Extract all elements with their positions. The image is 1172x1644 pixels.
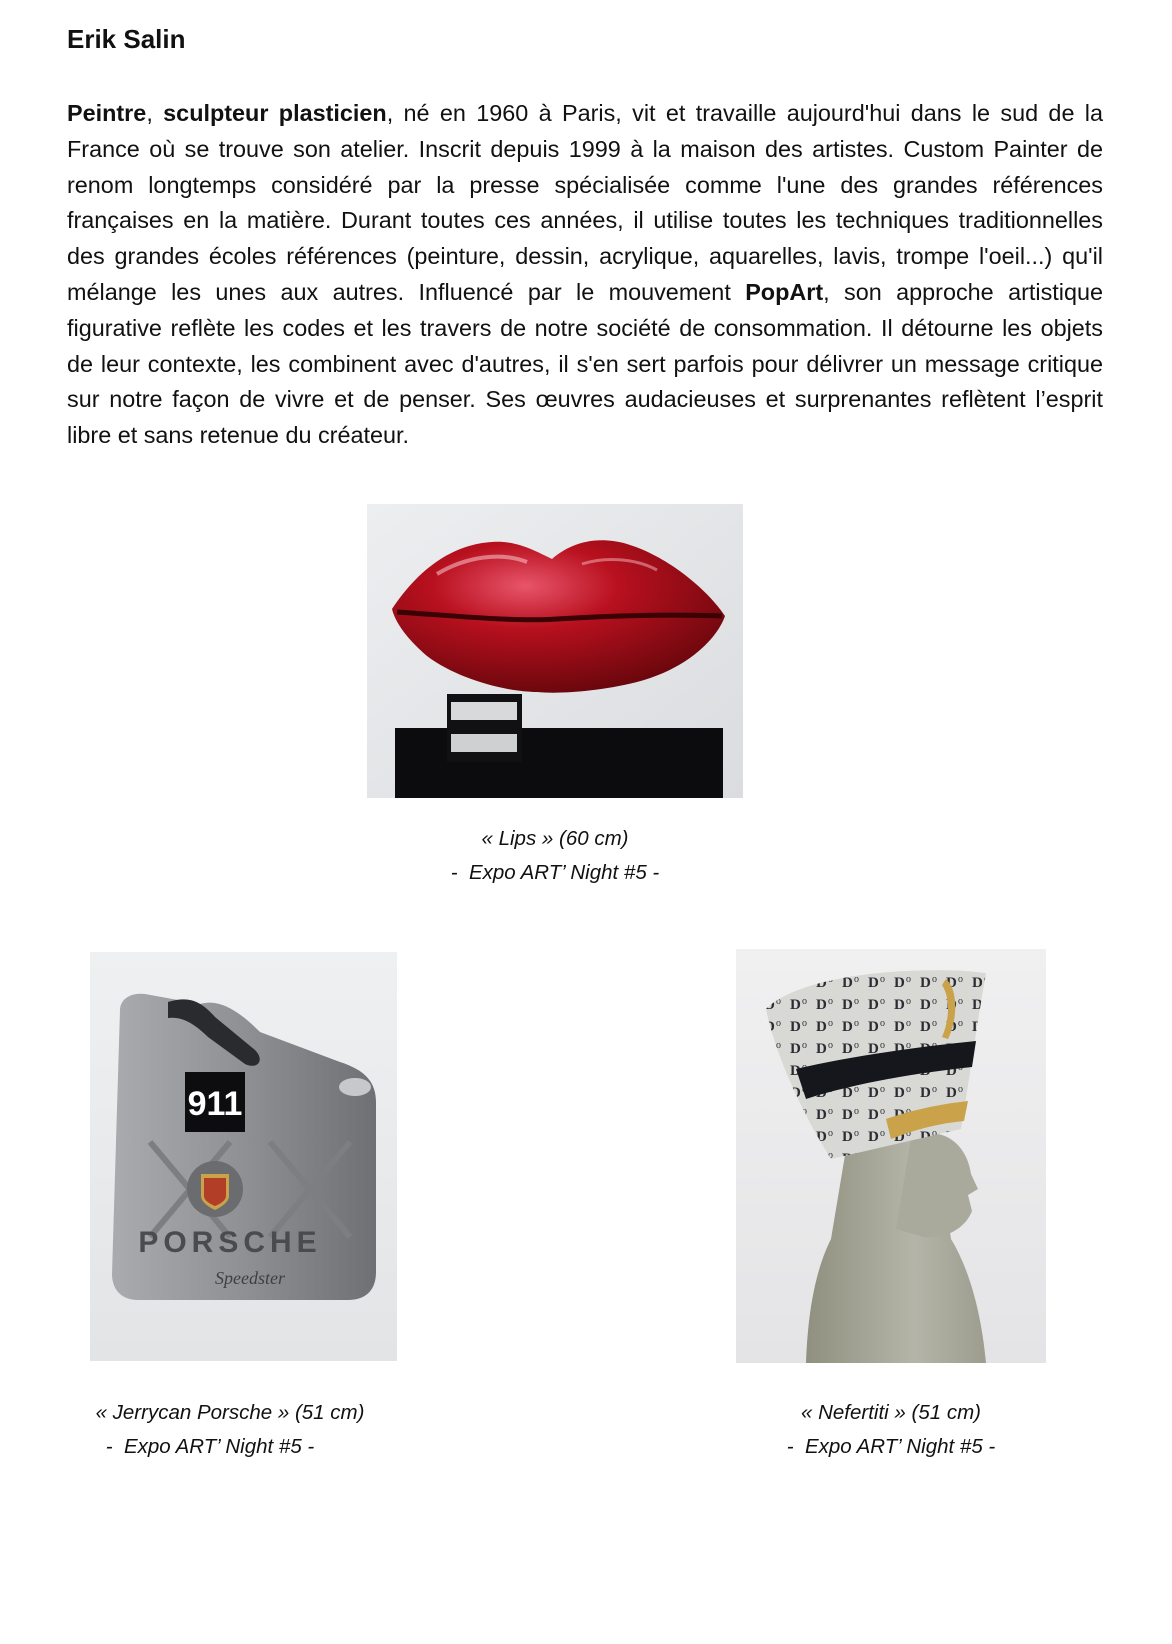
nefertiti-bust-image [736, 949, 1046, 1363]
lips-caption-expo: - Expo ART’ Night #5 - [450, 861, 660, 884]
bio-bold-sculpteur: sculpteur plasticien [163, 100, 387, 126]
bio-separator: , [146, 100, 164, 126]
bio-text-part2: , son approche artistique figurative reflète les codes et les travers de notre société de consommation. Il détourne les objets de leur contexte, les combinent avec d'autres, il s'en sert parfois pour délivrer un message critique sur notre façon de vivre et de penser. Ses œuvres audacieuses et surprenantes reflètent l’esprit libre et sans retenue du créateur. [67, 278, 1103, 449]
jerrycan-script-text: Speedster [215, 1268, 285, 1288]
lips-caption-title: « Lips » (60 cm) [481, 827, 629, 850]
jerrycan-number-plate: 911 [187, 1085, 243, 1123]
bio-bold-peintre: Peintre [67, 100, 147, 126]
artist-biography [67, 96, 1103, 454]
jerrycan-brand-text: PORSCHE [138, 1226, 322, 1259]
jerrycan-caption-title: « Jerrycan Porsche » (51 cm) [95, 1401, 365, 1424]
jerrycan-caption-expo: - Expo ART’ Night #5 - [105, 1435, 315, 1458]
bio-text-part1: , né en 1960 à Paris, vit et travaille aujourd'hui dans le sud de la France où se trouve son atelier. Inscrit depuis 1999 à la maison des artistes. Custom Painter de renom longtemps considéré par la presse spécialisée comme l'une des grandes références françaises en la matière. Durant toutes ces années, il utilise toutes les techniques traditionnelles des grandes écoles références (peinture, dessin, acrylique, aquarelles, lavis, trompe l'oeil...) qu'il mélange les unes aux autres. Influencé par le mouvement [67, 100, 1104, 305]
nefertiti-caption-title: « Nefertiti » (51 cm) [801, 1401, 981, 1424]
lips-sculpture-image [367, 504, 743, 798]
nefertiti-caption-expo: - Expo ART’ Night #5 - [786, 1435, 996, 1458]
bio-bold-popart: PopArt [745, 278, 824, 305]
jerrycan-porsche-image [90, 952, 397, 1361]
page-title: Erik Salin [67, 24, 186, 54]
